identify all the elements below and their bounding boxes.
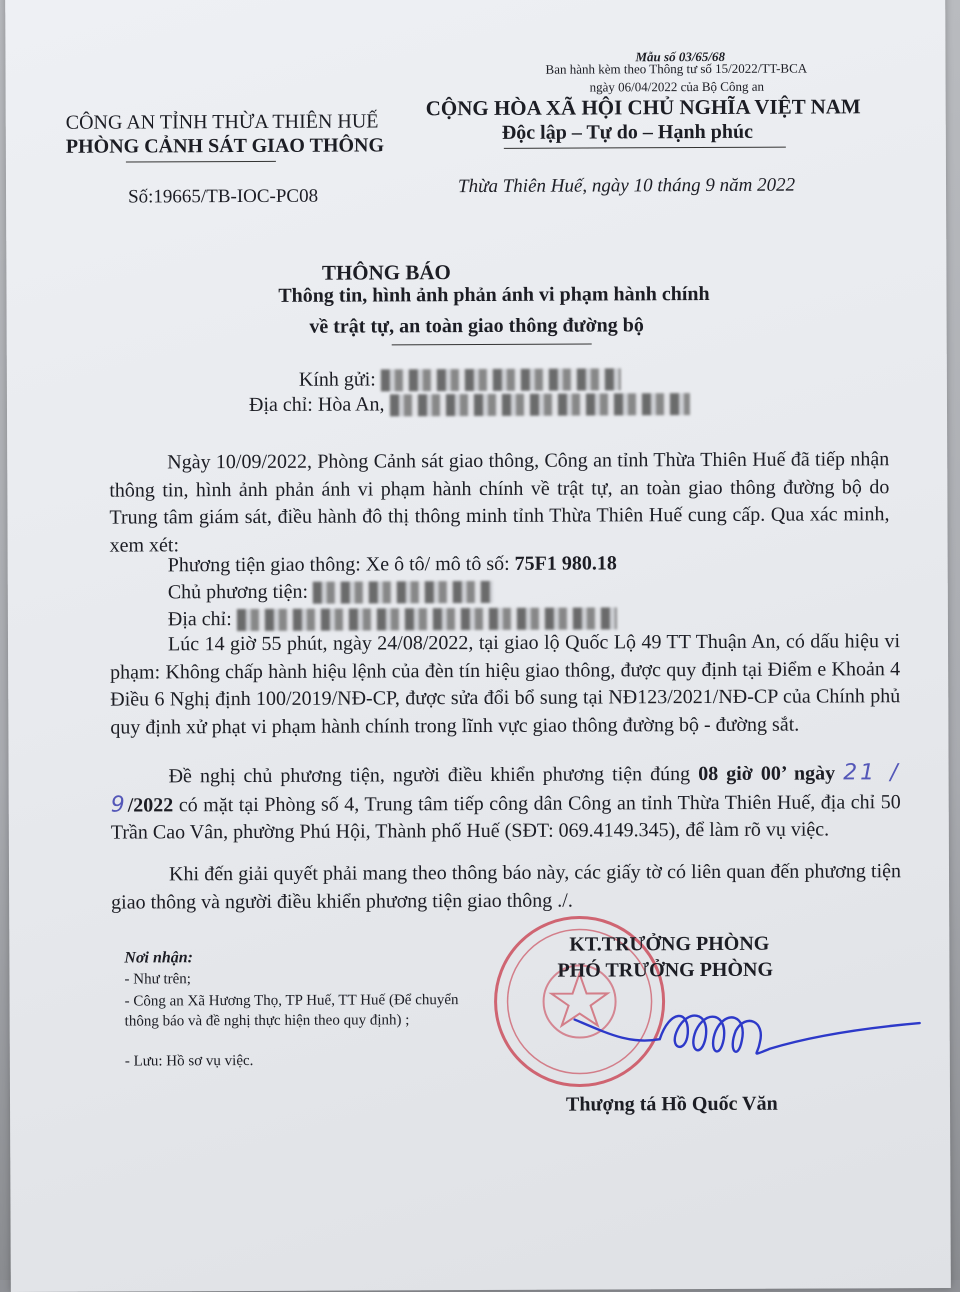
recipient-label: Kính gửi: — [298, 368, 376, 391]
recipients-item-3: - Lưu: Hồ sơ vụ việc. — [124, 1052, 254, 1070]
document-page — [5, 0, 951, 1292]
motto-underline — [504, 147, 786, 149]
vehicle-plate: 75F1 980.18 — [514, 552, 617, 575]
recipient-line — [299, 367, 621, 392]
form-issuance-line2: ngày 06/04/2022 của Bộ Công an — [589, 78, 765, 95]
vehicle-label: Phương tiện giao thông: Xe ô tô/ mô tô số: — [167, 552, 510, 577]
recipients-item-2: - Công an Xã Hương Thọ, TP Huế, TT Huế (Để chuyển thông báo và đề nghị thực hiện theo quy định) ; — [124, 992, 459, 1030]
agency-name: CÔNG AN TỈNH THỪA THIÊN HUẾ — [65, 110, 379, 134]
subtitle-underline — [392, 344, 592, 346]
owner-address-field — [168, 606, 617, 631]
handwritten-signature — [570, 998, 930, 1080]
paragraph-appointment — [111, 759, 901, 847]
appointment-year: /2022 — [127, 793, 174, 817]
document-subtitle-2: về trật tự, an toàn giao thông đường bộ — [309, 314, 644, 338]
signatory-title-1: KT.TRƯỞNG PHÒNG — [569, 932, 770, 956]
agency-department: PHÒNG CẢNH SÁT GIAO THÔNG — [65, 134, 385, 158]
redacted-address — [389, 393, 689, 416]
form-number: Mẫu số 03/65/68 — [635, 48, 726, 65]
form-issuance-line1: Ban hành kèm theo Thông tư số 15/2022/TT-BCA — [545, 60, 808, 77]
vehicle-field — [168, 552, 617, 577]
address-visible: Hòa An, — [317, 393, 385, 416]
owner-field — [168, 580, 493, 605]
appointment-date-handwritten: 21 / 9 — [110, 760, 901, 818]
owner-label: Chủ phương tiện: — [167, 580, 309, 604]
national-title: CỘNG HÒA XÃ HỘI CHỦ NGHĨA VIỆT NAM — [425, 94, 861, 121]
signatory-title-2: PHÓ TRƯỞNG PHÒNG — [557, 958, 774, 982]
owner-address-label: Địa chỉ: — [167, 608, 232, 631]
document-number: Số:19665/TB-IOC-PC08 — [128, 185, 319, 208]
recipients-heading: Nơi nhận: — [124, 949, 194, 967]
document-subtitle-1: Thông tin, hình ảnh phản ánh vi phạm hành chính — [278, 282, 710, 307]
redacted-recipient — [381, 369, 621, 392]
appointment-text-a: Đề nghị chủ phương tiện, người điều khiển phương tiện đúng — [168, 763, 691, 788]
redacted-owner — [313, 581, 493, 604]
paragraph-violation: Lúc 14 giờ 55 phút, ngày 24/08/2022, tại giao lộ Quốc Lộ 49 TT Thuận An, có dấu hiệu vi phạm: Không chấp hành hiệu lệnh của đèn tín hiệu giao thông, được quy định tại Điểm e Khoản 4 Điều 6 Nghị định 100/2019/NĐ-CP, được sửa đổi bổ sung tại NĐ123/2021/NĐ-CP của Chính phủ quy định xử phạt vi phạm hành chính trong lĩnh vực giao thông đường bộ - đường sắt. — [110, 630, 901, 739]
document-title: THÔNG BÁO — [321, 260, 451, 285]
appointment-time: 08 giờ 00’ ngày — [698, 762, 836, 786]
signatory-name: Thượng tá Hồ Quốc Văn — [565, 1092, 778, 1116]
paragraph-intro: Ngày 10/09/2022, Phòng Cảnh sát giao thông, Công an tỉnh Thừa Thiên Huế đã tiếp nhận thông tin, hình ảnh phản ánh vi phạm hành chính về trật tự, an toàn giao thông đường bộ do Trung tâm giám sát, điều hành đô thị thông minh tỉnh Thừa Thiên Huế cung cấp. Qua xác minh, xem xét: — [109, 448, 890, 557]
national-motto: Độc lập – Tự do – Hạnh phúc — [501, 120, 753, 144]
recipients-item-1: - Như trên; — [124, 971, 191, 988]
place-date: Thừa Thiên Huế, ngày 10 tháng 9 năm 2022 — [457, 174, 796, 198]
address-label: Địa chỉ: — [248, 393, 313, 416]
appointment-text-b: có mặt tại Phòng số 4, Trung tâm tiếp công dân Công an tỉnh Thừa Thiên Huế, địa chỉ 50 Trần Cao Vân, phường Phú Hội, Thành phố Huế (SĐT: 069.4149.345), để làm rõ vụ việc. — [110, 790, 901, 844]
agency-underline — [126, 161, 276, 163]
redacted-owner-address — [237, 608, 617, 632]
paragraph-instructions: Khi đến giải quyết phải mang theo thông báo này, các giấy tờ có liên quan đến phương tiện giao thông và người điều khiển phương tiện giao thông ./. — [111, 860, 902, 914]
address-line — [249, 392, 690, 417]
